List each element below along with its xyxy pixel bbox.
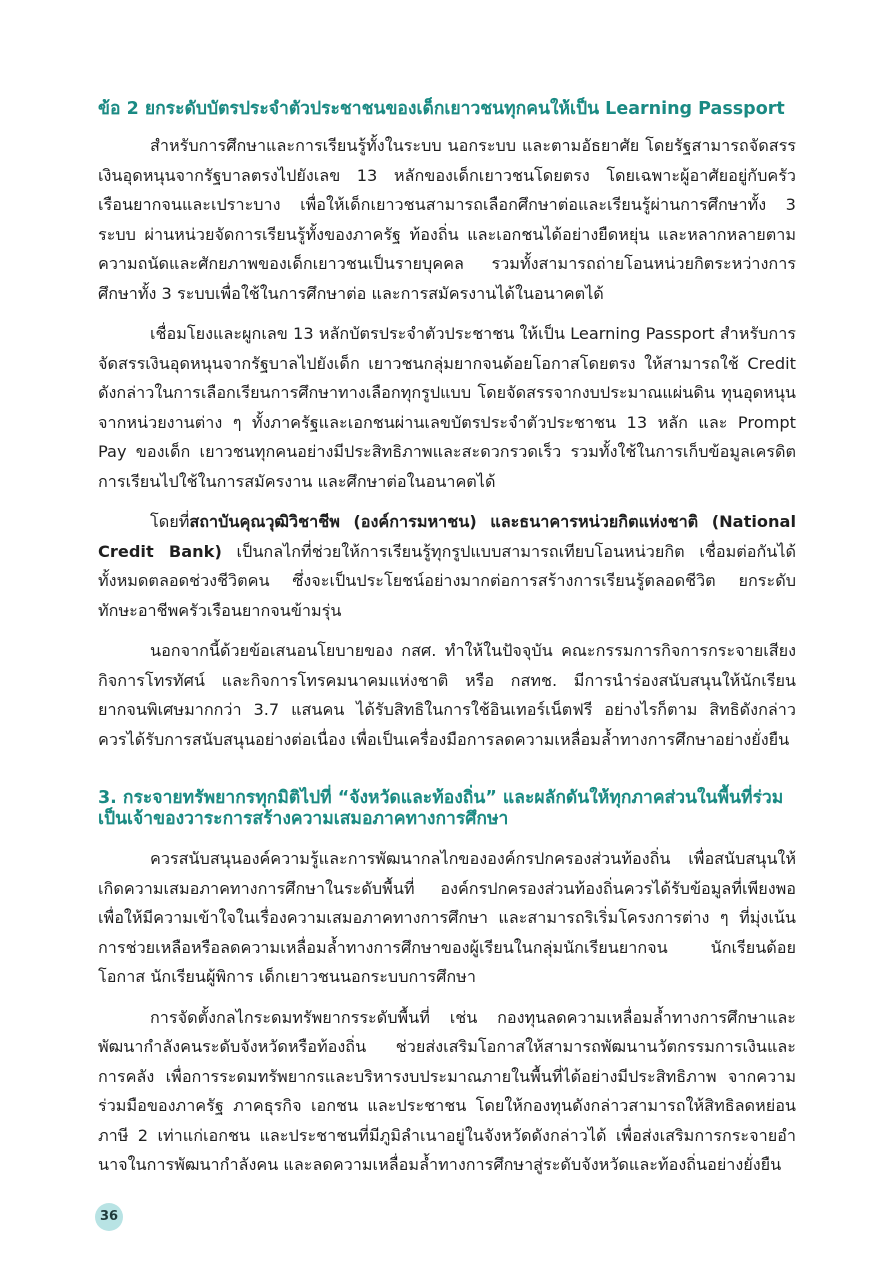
paragraph-3-bold-organizations: สถาบันคุณวุฒิวิชาชีพ (องค์การมหาชน) และธนาคารหน่วยกิตแห่งชาติ (National Credit Bank) (98, 512, 796, 561)
paragraph-3-prefix: โดยที่ (150, 512, 190, 531)
section-3-paragraph-2: การจัดตั้งกลไกระดมทรัพยากรระดับพื้นที่ เช่น กองทุนลดความเหลื่อมล้ำทางการศึกษาและพัฒนากำลังคนระดับจังหวัดหรือท้องถิ่น ช่วยส่งเสริมโอกาสให้สามารถพัฒนานวัตกรรมการเงินและการคลัง เพื่อการระดมทรัพยากรและบริหารงบประมาณภายในพื้นที่ได้อย่างมีประสิทธิภาพ จากความร่วมมือของภาครัฐ ภาคธุรกิจ เอกชน และประชาชน โดยให้กองทุนดังกล่าวสามารถให้สิทธิลดหย่อนภาษี 2 เท่าแก่เอกชน และประชาชนที่มีภูมิลำเนาอยู่ในจังหวัดดังกล่าวได้ เพื่อส่งเสริมการกระจายอำนาจในการพัฒนากำลังคน และลดความเหลื่อมล้ำทางการศึกษาสู่ระดับจังหวัดและท้องถิ่นอย่างยั่งยืน (98, 1007, 796, 1174)
page-content (98, 98, 796, 1180)
section-2-paragraph-2: เชื่อมโยงและผูกเลข 13 หลักบัตรประจำตัวประชาชน ให้เป็น Learning Passport สำหรับการจัดสรรเงินอุดหนุนจากรัฐบาลไปยังเด็ก เยาวชนกลุ่มยากจนด้อยโอกาสโดยตรง ให้สามารถใช้ Credit ดังกล่าวในการเลือกเรียนการศึกษาทางเลือกทุกรูปแบบ โดยจัดสรรจากงบประมาณแผ่นดิน ทุนอุดหนุนจากหน่วยงานต่าง ๆ ทั้งภาครัฐและเอกชนผ่านเลขบัตรประจำตัวประชาชน 13 หลัก และ Prompt Pay ของเด็ก เยาวชนทุกคนอย่างมีประสิทธิภาพและสะดวกรวดเร็ว รวมทั้งใช้ในการเก็บข้อมูลเครดิตการเรียนไปใช้ในการสมัครงาน และศึกษาต่อในอนาคตได้ (98, 324, 796, 491)
section-2-heading: ข้อ 2 ยกระดับบัตรประจำตัวประชาชนของเด็กเยาวชนทุกคนให้เป็น Learning Passport (98, 99, 785, 119)
section-2-paragraph-1: สำหรับการศึกษาและการเรียนรู้ทั้งในระบบ นอกระบบ และตามอัธยาศัย โดยรัฐสามารถจัดสรรเงินอุดหนุนจากรัฐบาลตรงไปยังเลข 13 หลักของเด็กเยาวชนโดยตรง โดยเฉพาะผู้อาศัยอยู่กับครัวเรือนยากจนและเปราะบาง เพื่อให้เด็กเยาวชนสามารถเลือกศึกษาต่อและเรียนรู้ผ่านการศึกษาทั้ง 3 ระบบ ผ่านหน่วยจัดการเรียนรู้ทั้งของภาครัฐ ท้องถิ่น และเอกชนได้อย่างยืดหยุ่น และหลากหลายตามความถนัดและศักยภาพของเด็กเยาวชนเป็นรายบุคคล รวมทั้งสามารถถ่ายโอนหน่วยกิตระหว่างการศึกษาทั้ง 3 ระบบเพื่อใช้ในการศึกษาต่อ และการสมัครงานได้ในอนาคตได้ (98, 136, 796, 303)
section-3-paragraph-1: ควรสนับสนุนองค์ความรู้และการพัฒนากลไกขององค์กรปกครองส่วนท้องถิ่น เพื่อสนับสนุนให้เกิดความเสมอภาคทางการศึกษาในระดับพื้นที่ องค์กรปกครองส่วนท้องถิ่นควรได้รับข้อมูลที่เพียงพอเพื่อให้มีความเข้าใจในเรื่องความเสมอภาคทางการศึกษา และสามารถริเริ่มโครงการต่าง ๆ ที่มุ่งเน้นการช่วยเหลือหรือลดความเหลื่อมล้ำทางการศึกษาของผู้เรียนในกลุ่มนักเรียนยากจน นักเรียนด้อยโอกาส นักเรียนผู้พิการ เด็กเยาวชนนอกระบบการศึกษา (98, 849, 796, 986)
section-2-paragraph-3 (98, 507, 796, 625)
section-3-heading: 3. กระจายทรัพยากรทุกมิติไปที่ “จังหวัดและท้องถิ่น” และผลักดันให้ทุกภาคส่วนในพื้นที่ร่วมเป็นเจ้าของวาระการสร้างความเสมอภาคทางการศึกษา (98, 788, 784, 829)
page-number-badge: 36 (95, 1203, 123, 1231)
section-2-paragraph-4: นอกจากนี้ด้วยข้อเสนอนโยบายของ กสศ. ทำให้ในปัจจุบัน คณะกรรมการกิจการกระจายเสียง กิจการโทรทัศน์ และกิจการโทรคมนาคมแห่งชาติ หรือ กสทช. มีการนำร่องสนับสนุนให้นักเรียนยากจนพิเศษมากกว่า 3.7 แสนคน ได้รับสิทธิในการใช้อินเทอร์เน็ตฟรี อย่างไรก็ตาม สิทธิดังกล่าว ควรได้รับการสนับสนุนอย่างต่อเนื่อง เพื่อเป็นเครื่องมือการลดความเหลื่อมล้ำทางการศึกษาอย่างยั่งยืน (98, 641, 796, 749)
paragraph-3-rest: เป็นกลไกที่ช่วยให้การเรียนรู้ทุกรูปแบบสามารถเทียบโอนหน่วยกิต เชื่อมต่อกันได้ทั้งหมดตลอดช่วงชีวิตคน ซึ่งจะเป็นประโยชน์อย่างมากต่อการสร้างการเรียนรู้ตลอดชีวิต ยกระดับทักษะอาชีพครัวเรือนยากจนข้ามรุ่น (98, 541, 796, 620)
